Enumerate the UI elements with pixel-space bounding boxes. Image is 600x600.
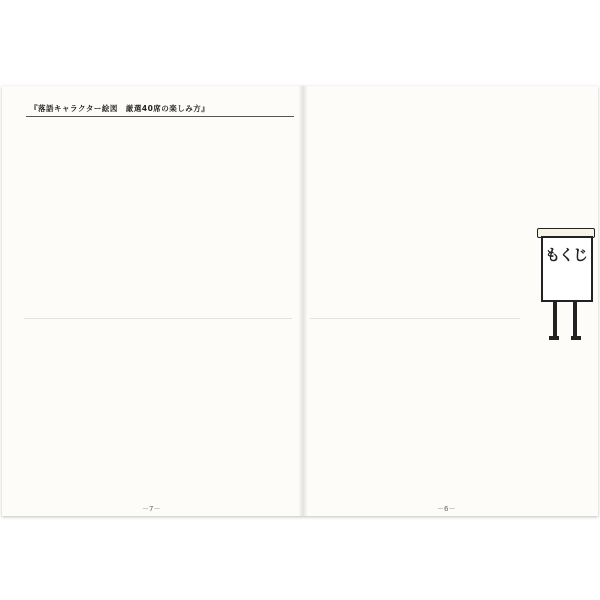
mokuji-title: もくじ: [544, 246, 587, 264]
book-spine: [299, 86, 307, 516]
page-number-left: －7－: [142, 505, 161, 513]
running-header: 『落語キャラクター絵図 厳選40席の楽しみ方』: [30, 104, 210, 113]
section-divider-right: [310, 318, 520, 319]
page-number-right: －6－: [437, 505, 456, 513]
book-spread: [2, 86, 598, 516]
section-divider-left: [24, 318, 292, 319]
header-rule: [26, 116, 294, 117]
mokuji-signboard-illustration: [537, 226, 593, 342]
